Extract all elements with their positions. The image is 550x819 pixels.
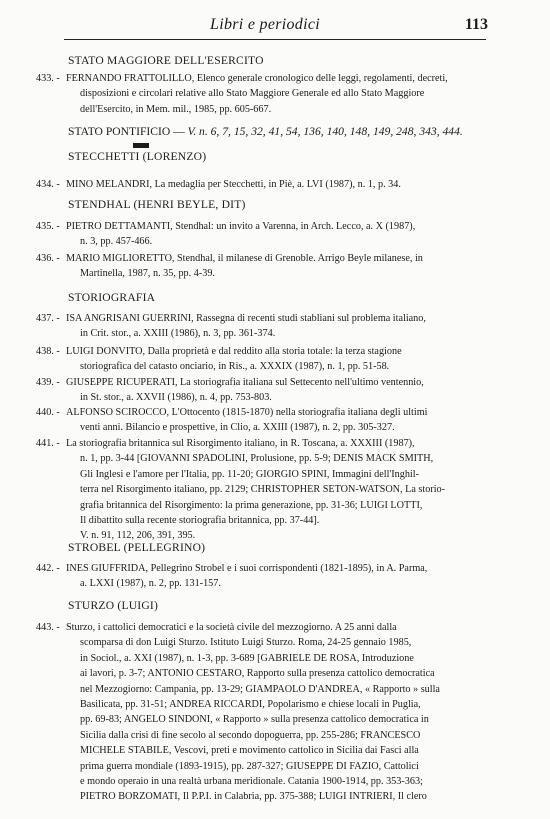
entry-number: 437. - <box>36 313 60 324</box>
entry-number: 440. - <box>36 407 60 418</box>
page-number: 113 <box>464 16 488 33</box>
entry-line: Gli Inglesi e l'amore per l'Italia, pp. 11-20; GIORGIO SPINI, Immagini dell'Inghil- <box>80 468 419 480</box>
entry-line: FERNANDO FRATTOLILLO, Elenco generale cronologico delle leggi, regolamenti, decreti, <box>66 73 448 84</box>
entry-line: in St. stor., a. XXVII (1986), n. 4, pp. 753-803. <box>80 392 272 404</box>
entry-line: LUIGI DONVITO, Dalla proprietà e dal reddito alla storia totale: la terza stagione <box>66 346 402 357</box>
entry-text <box>66 436 486 544</box>
entry-line: MICHELE STABILE, Vescovi, preti e movimento cattolico in Sicilia dai Fasci alla <box>80 745 419 757</box>
entry-line: MARIO MIGLIORETTO, Stendhal, il milanese di Grenoble. Arrigo Beyle milanese, in <box>66 253 423 264</box>
entry-text <box>66 177 486 192</box>
entry-line: Basilicata, pp. 31-51; ANDREA RICCARDI, Popolarismo e chiese locali in Puglia, <box>80 699 421 711</box>
entry-line: PIETRO BORZOMATI, Il P.P.I. in Calabria, pp. 375-388; LUIGI INTRIERI, Il clero <box>80 791 427 803</box>
entry-number: 442. - <box>36 563 60 574</box>
entry-line: n. 3, pp. 457-466. <box>80 236 153 248</box>
entry-line: Sturzo, i cattolici democratici e la società civile del mezzogiorno. A 25 anni dalla <box>66 622 397 633</box>
section-label: STATO PONTIFICIO <box>68 125 171 138</box>
entry-line: terra nel Risorgimento italiano, pp. 2129; CHRISTOPHER SETON-WATSON, La storio- <box>80 484 446 496</box>
header-title: Libri e periodici <box>210 16 320 33</box>
ink-blot <box>133 143 149 148</box>
section-heading-stato-pontificio: STATO PONTIFICIO — V. n. 6, 7, 15, 32, 41, 54, 136, 140, 148, 149, 248, 343, 444. <box>68 125 463 138</box>
header-rule <box>64 39 486 40</box>
entry-line: nel Mezzogiorno: Campania, pp. 13-29; GIAMPAOLO D'ANDREA, « Rapporto » sulla <box>80 683 440 695</box>
entry-line: pp. 69-83; ANGELO SINDONI, « Rapporto » sulla presenza cattolico democratica in <box>80 714 429 726</box>
entry-line: V. n. 91, 112, 206, 391, 395. <box>80 530 196 542</box>
entry-text <box>66 71 486 117</box>
entry-number: 443. - <box>36 622 60 633</box>
entry-line: INES GIUFFRIDA, Pellegrino Strobel e i suoi corrispondenti (1821-1895), in A. Parma, <box>66 563 428 574</box>
entry-line: prima guerra mondiale (1893-1915), pp. 287-327; GIUSEPPE DI FAZIO, Cattolici <box>80 760 419 772</box>
entry-line: GIUSEPPE RICUPERATI, La storiografia italiana sul Settecento nell'ultimo ventennio, <box>66 377 424 388</box>
entry-line: storiografica del catasto onciario, in Ris., a. XXXIX (1987), n. 1, pp. 51-58. <box>80 361 390 373</box>
entry-line: disposizioni e circolari relative allo Stato Maggiore Generale ed allo Stato Maggiore <box>80 88 425 100</box>
entry-line: Il dibattito sulla recente storiografia britannica, pp. 37-44]. <box>80 515 320 527</box>
entry-line: ALFONSO SCIROCCO, L'Ottocento (1815-1870) nella storiografia italiana degli ultimi <box>66 407 428 418</box>
entry-text <box>66 251 486 282</box>
entry-line: n. 1, pp. 3-44 [GIOVANNI SPADOLINI, Prolusione, pp. 5-9; DENIS MACK SMITH, <box>80 453 434 465</box>
entry-line: La storiografia britannica sul Risorgimento italiano, in R. Toscana, a. XXXIII (1987), <box>66 438 415 449</box>
entry-line: MINO MELANDRI, La medaglia per Stecchetti, in Piè, a. LVI (1987), n. 1, p. 34. <box>66 179 401 190</box>
entry-line: dell'Esercito, in Mem. mil., 1985, pp. 605-667. <box>80 103 272 115</box>
entry-number: 441. - <box>36 438 60 449</box>
entry-line: ISA ANGRISANI GUERRINI, Rassegna di recenti studi stabliani sul problema italiano, <box>66 313 426 324</box>
section-heading-strobel: STROBEL (PELLEGRINO) <box>68 541 206 554</box>
section-heading-stato-maggiore: STATO MAGGIORE DELL'ESERCITO <box>68 54 264 67</box>
entry-text <box>66 344 486 375</box>
entry-number: 439. - <box>36 377 60 388</box>
entry-line: scomparsa di don Luigi Sturzo. Istituto Luigi Sturzo. Roma, 24-25 gennaio 1985, <box>80 637 412 649</box>
entry-number: 434. - <box>36 179 60 190</box>
section-heading-storiografia: STORIOGRAFIA <box>68 291 156 304</box>
entry-line: grafia britannica del Risorgimento: la prima generazione, pp. 31-36; LUIGI LOTTI, <box>80 499 423 511</box>
entry-line: ai lavori, p. 3-7; ANTONIO CESTARO, Rapporto sulla presenza cattolico democratica <box>80 668 435 680</box>
entry-line: venti anni. Bilancio e prospettive, in Clio, a. XXIII (1987), n. 2, pp. 305-327. <box>80 422 395 434</box>
entry-number: 438. - <box>36 346 60 357</box>
entry-line: PIETRO DETTAMANTI, Stendhal: un invito a Varenna, in Arch. Lecco, a. X (1987), <box>66 221 416 232</box>
entry-line: Martinella, 1987, n. 35, pp. 4-39. <box>80 268 215 280</box>
entry-text <box>66 620 486 805</box>
entry-text <box>66 561 486 592</box>
section-heading-sturzo: STURZO (LUIGI) <box>68 599 159 612</box>
cross-reference: V. n. 6, 7, 15, 32, 41, 54, 136, 140, 148, 149, 248, 343, 444. <box>187 125 463 138</box>
section-heading-stecchetti: STECCHETTI (LORENZO) <box>68 150 207 163</box>
entry-text <box>66 405 486 436</box>
entry-number: 435. - <box>36 221 60 232</box>
running-header <box>0 16 550 38</box>
entry-line: a. LXXI (1987), n. 2, pp. 131-157. <box>80 578 221 590</box>
entry-line: in Sociol., a. XXI (1987), n. 1-3, pp. 3-689 [GABRIELE DE ROSA, Introduzione <box>80 652 414 664</box>
section-heading-stendhal: STENDHAL (HENRI BEYLE, DIT) <box>68 198 246 211</box>
entry-line: e mondo operaio in una realtà urbana meridionale. Catania 1900-1914, pp. 353-363; <box>80 776 423 788</box>
entry-text <box>66 375 486 406</box>
entry-text <box>66 311 486 342</box>
entry-number: 436. - <box>36 253 60 264</box>
entry-text <box>66 219 486 250</box>
entry-number: 433. - <box>36 73 60 84</box>
entry-line: in Crit. stor., a. XXIII (1986), n. 3, pp. 361-374. <box>80 328 276 340</box>
entry-line: Sicilia dalla crisi di fine secolo al secondo dopoguerra, pp. 255-286; FRANCESCO <box>80 729 421 741</box>
